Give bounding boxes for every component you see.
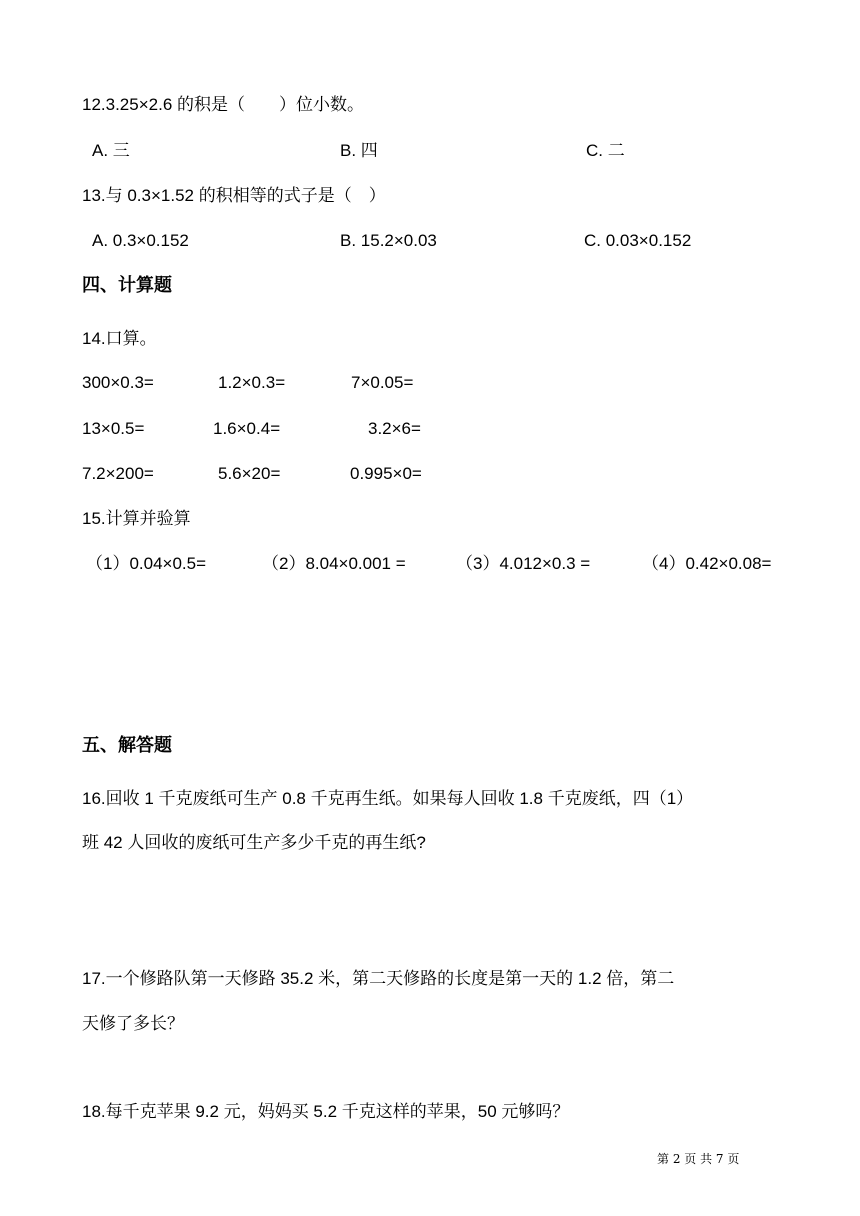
- section-5-heading: 五、解答题: [82, 735, 172, 755]
- question-13-option-a: A. 0.3×0.152: [92, 231, 189, 250]
- question-12-stem: 12.3.25×2.6 的积是（ ）位小数。: [82, 95, 365, 114]
- question-13-option-b: B. 15.2×0.03: [340, 231, 437, 250]
- question-13-option-c: C. 0.03×0.152: [584, 231, 692, 250]
- page-number-footer: 第 2 页 共 7 页: [657, 1152, 740, 1166]
- mental-calc-item: 5.6×20=: [218, 464, 281, 483]
- mental-calc-item: 1.6×0.4=: [213, 419, 281, 438]
- section-4-heading: 四、计算题: [82, 275, 172, 295]
- question-12-option-a: A. 三: [92, 141, 130, 160]
- question-13-stem: 13.与 0.3×1.52 的积相等的式子是（ ）: [82, 186, 386, 205]
- mental-calc-item: 1.2×0.3=: [218, 373, 286, 392]
- mental-calc-item: 300×0.3=: [82, 373, 154, 392]
- calc-verify-item: （4）0.42×0.08=: [642, 554, 772, 573]
- question-17-line-1: 17.一个修路队第一天修路 35.2 米，第二天修路的长度是第一天的 1.2 倍，第二: [82, 969, 675, 988]
- mental-calc-item: 0.995×0=: [350, 464, 422, 483]
- question-14-stem: 14.口算。: [82, 329, 157, 348]
- mental-calc-item: 3.2×6=: [368, 419, 421, 438]
- calc-verify-item: （1）0.04×0.5=: [86, 554, 207, 573]
- mental-calc-item: 7×0.05=: [351, 373, 414, 392]
- question-18-line-1: 18.每千克苹果 9.2 元，妈妈买 5.2 千克这样的苹果，50 元够吗？: [82, 1102, 570, 1121]
- mental-calc-item: 13×0.5=: [82, 419, 145, 438]
- question-17-line-2: 天修了多长？: [82, 1014, 184, 1033]
- question-12-option-c: C. 二: [586, 141, 625, 160]
- calc-verify-item: （2）8.04×0.001 =: [262, 554, 406, 573]
- mental-calc-item: 7.2×200=: [82, 464, 154, 483]
- calc-verify-item: （3）4.012×0.3 =: [456, 554, 591, 573]
- question-16-line-2: 班 42 人回收的废纸可生产多少千克的再生纸?: [82, 833, 426, 852]
- question-12-option-b: B. 四: [340, 141, 378, 160]
- question-15-stem: 15.计算并验算: [82, 509, 191, 528]
- question-16-line-1: 16.回收 1 千克废纸可生产 0.8 千克再生纸。如果每人回收 1.8 千克废纸，四（1）: [82, 789, 694, 808]
